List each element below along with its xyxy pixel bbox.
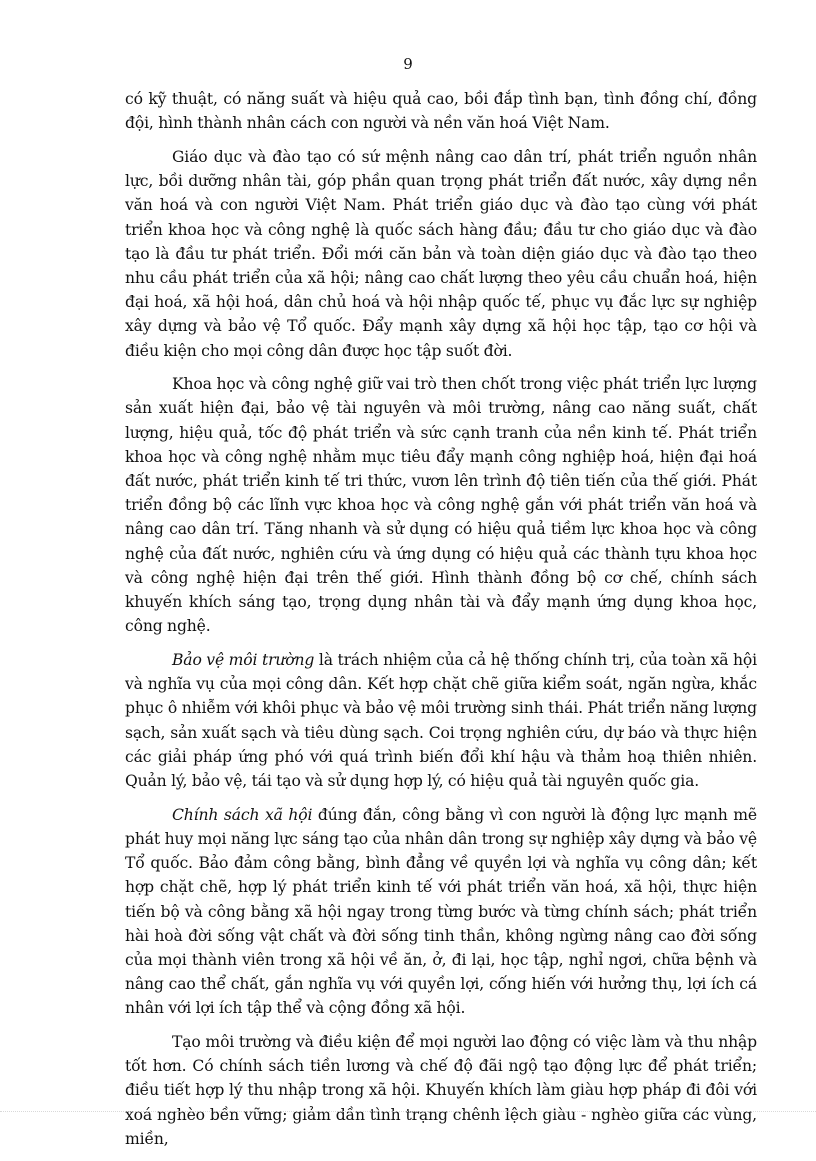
paragraph-text: Giáo dục và đào tạo có sứ mệnh nâng cao dân trí, phát triển nguồn nhân lực, bồi dưỡng nhân tài, góp phần quan trọng phát triển đất nước, xây dựng nền văn hoá và con người Việt Nam. Phát triển giáo dục và đào tạo cùng với phát triển khoa học và công nghệ là quốc sách hàng đầu; đầu tư cho giáo dục và đào tạo là đầu tư phát triển. Đổi mới căn bản và toàn diện giáo dục và đào tạo theo nhu cầu phát triển của xã hội; nâng cao chất lượng theo yêu cầu chuẩn hoá, hiện đại hoá, xã hội hoá, dân chủ hoá và hội nhập quốc tế, phục vụ đắc lực sự nghiệp xây dựng và bảo vệ Tổ quốc. Đẩy mạnh xây dựng xã hội học tập, tạo cơ hội và điều kiện cho mọi công dân được học tập suốt đời. <box>125 147 757 360</box>
paragraph-education <box>125 145 757 363</box>
paragraph-employment <box>125 1030 757 1151</box>
paragraph-lead-italic: Chính sách xã hội <box>172 805 313 824</box>
page-bottom-divider <box>0 1111 816 1112</box>
paragraph-environment <box>125 648 757 793</box>
paragraph-text: Tạo môi trường và điều kiện để mọi người lao động có việc làm và thu nhập tốt hơn. Có chính sách tiền lương và chế độ đãi ngộ tạo động lực để phát triển; điều tiết hợp lý thu nhập trong xã hội. Khuyến khích làm giàu hợp pháp đi đôi với xoá nghèo bền vững; giảm dần tình trạng chênh lệch giàu - nghèo giữa các vùng, miền, <box>125 1033 757 1148</box>
paragraph-lead-italic: Bảo vệ môi trường <box>172 650 315 669</box>
paragraph-text: đúng đắn, công bằng vì con người là động lực mạnh mẽ phát huy mọi năng lực sáng tạo của nhân dân trong sự nghiệp xây dựng và bảo vệ Tổ quốc. Bảo đảm công bằng, bình đẳng về quyền lợi và nghĩa vụ công dân; kết hợp chặt chẽ, hợp lý phát triển kinh tế với phát triển văn hoá, xã hội, thực hiện tiến bộ và công bằng xã hội ngay trong từng bước và từng chính sách; phát triển hài hoà đời sống vật chất và đời sống tinh thần, không ngừng nâng cao đời sống của mọi thành viên trong xã hội về ăn, ở, đi lại, học tập, nghỉ ngơi, chữa bệnh và nâng cao thể chất, gắn nghĩa vụ với quyền lợi, cống hiến với hưởng thụ, lợi ích cá nhân với lợi ích tập thể và cộng đồng xã hội. <box>125 805 757 1018</box>
paragraph-social-policy <box>125 803 757 1021</box>
paragraph-continuation <box>125 87 757 135</box>
paragraph-science-technology <box>125 372 757 638</box>
paragraph-text: có kỹ thuật, có năng suất và hiệu quả cao, bồi đắp tình bạn, tình đồng chí, đồng đội, hình thành nhân cách con người và nền văn hoá Việt Nam. <box>125 90 757 133</box>
page-number: 9 <box>403 55 413 73</box>
document-body <box>125 87 757 1161</box>
paragraph-text: Khoa học và công nghệ giữ vai trò then chốt trong việc phát triển lực lượng sản xuất hiện đại, bảo vệ tài nguyên và môi trường, nâng cao năng suất, chất lượng, hiệu quả, tốc độ phát triển và sức cạnh tranh của nền kinh tế. Phát triển khoa học và công nghệ nhằm mục tiêu đẩy mạnh công nghiệp hoá, hiện đại hoá đất nước, phát triển kinh tế tri thức, vươn lên trình độ tiên tiến của thế giới. Phát triển đồng bộ các lĩnh vực khoa học và công nghệ gắn với phát triển văn hoá và nâng cao dân trí. Tăng nhanh và sử dụng có hiệu quả tiềm lực khoa học và công nghệ của đất nước, nghiên cứu và ứng dụng có hiệu quả các thành tựu khoa học và công nghệ hiện đại trên thế giới. Hình thành đồng bộ cơ chế, chính sách khuyến khích sáng tạo, trọng dụng nhân tài và đẩy mạnh ứng dụng khoa học, công nghệ. <box>125 375 757 636</box>
paragraph-text: là trách nhiệm của cả hệ thống chính trị, của toàn xã hội và nghĩa vụ của mọi công dân. Kết hợp chặt chẽ giữa kiểm soát, ngăn ngừa, khắc phục ô nhiễm với khôi phục và bảo vệ môi trường sinh thái. Phát triển năng lượng sạch, sản xuất sạch và tiêu dùng sạch. Coi trọng nghiên cứu, dự báo và thực hiện các giải pháp ứng phó với quá trình biến đổi khí hậu và thảm hoạ thiên nhiên. Quản lý, bảo vệ, tái tạo và sử dụng hợp lý, có hiệu quả tài nguyên quốc gia. <box>125 650 757 790</box>
